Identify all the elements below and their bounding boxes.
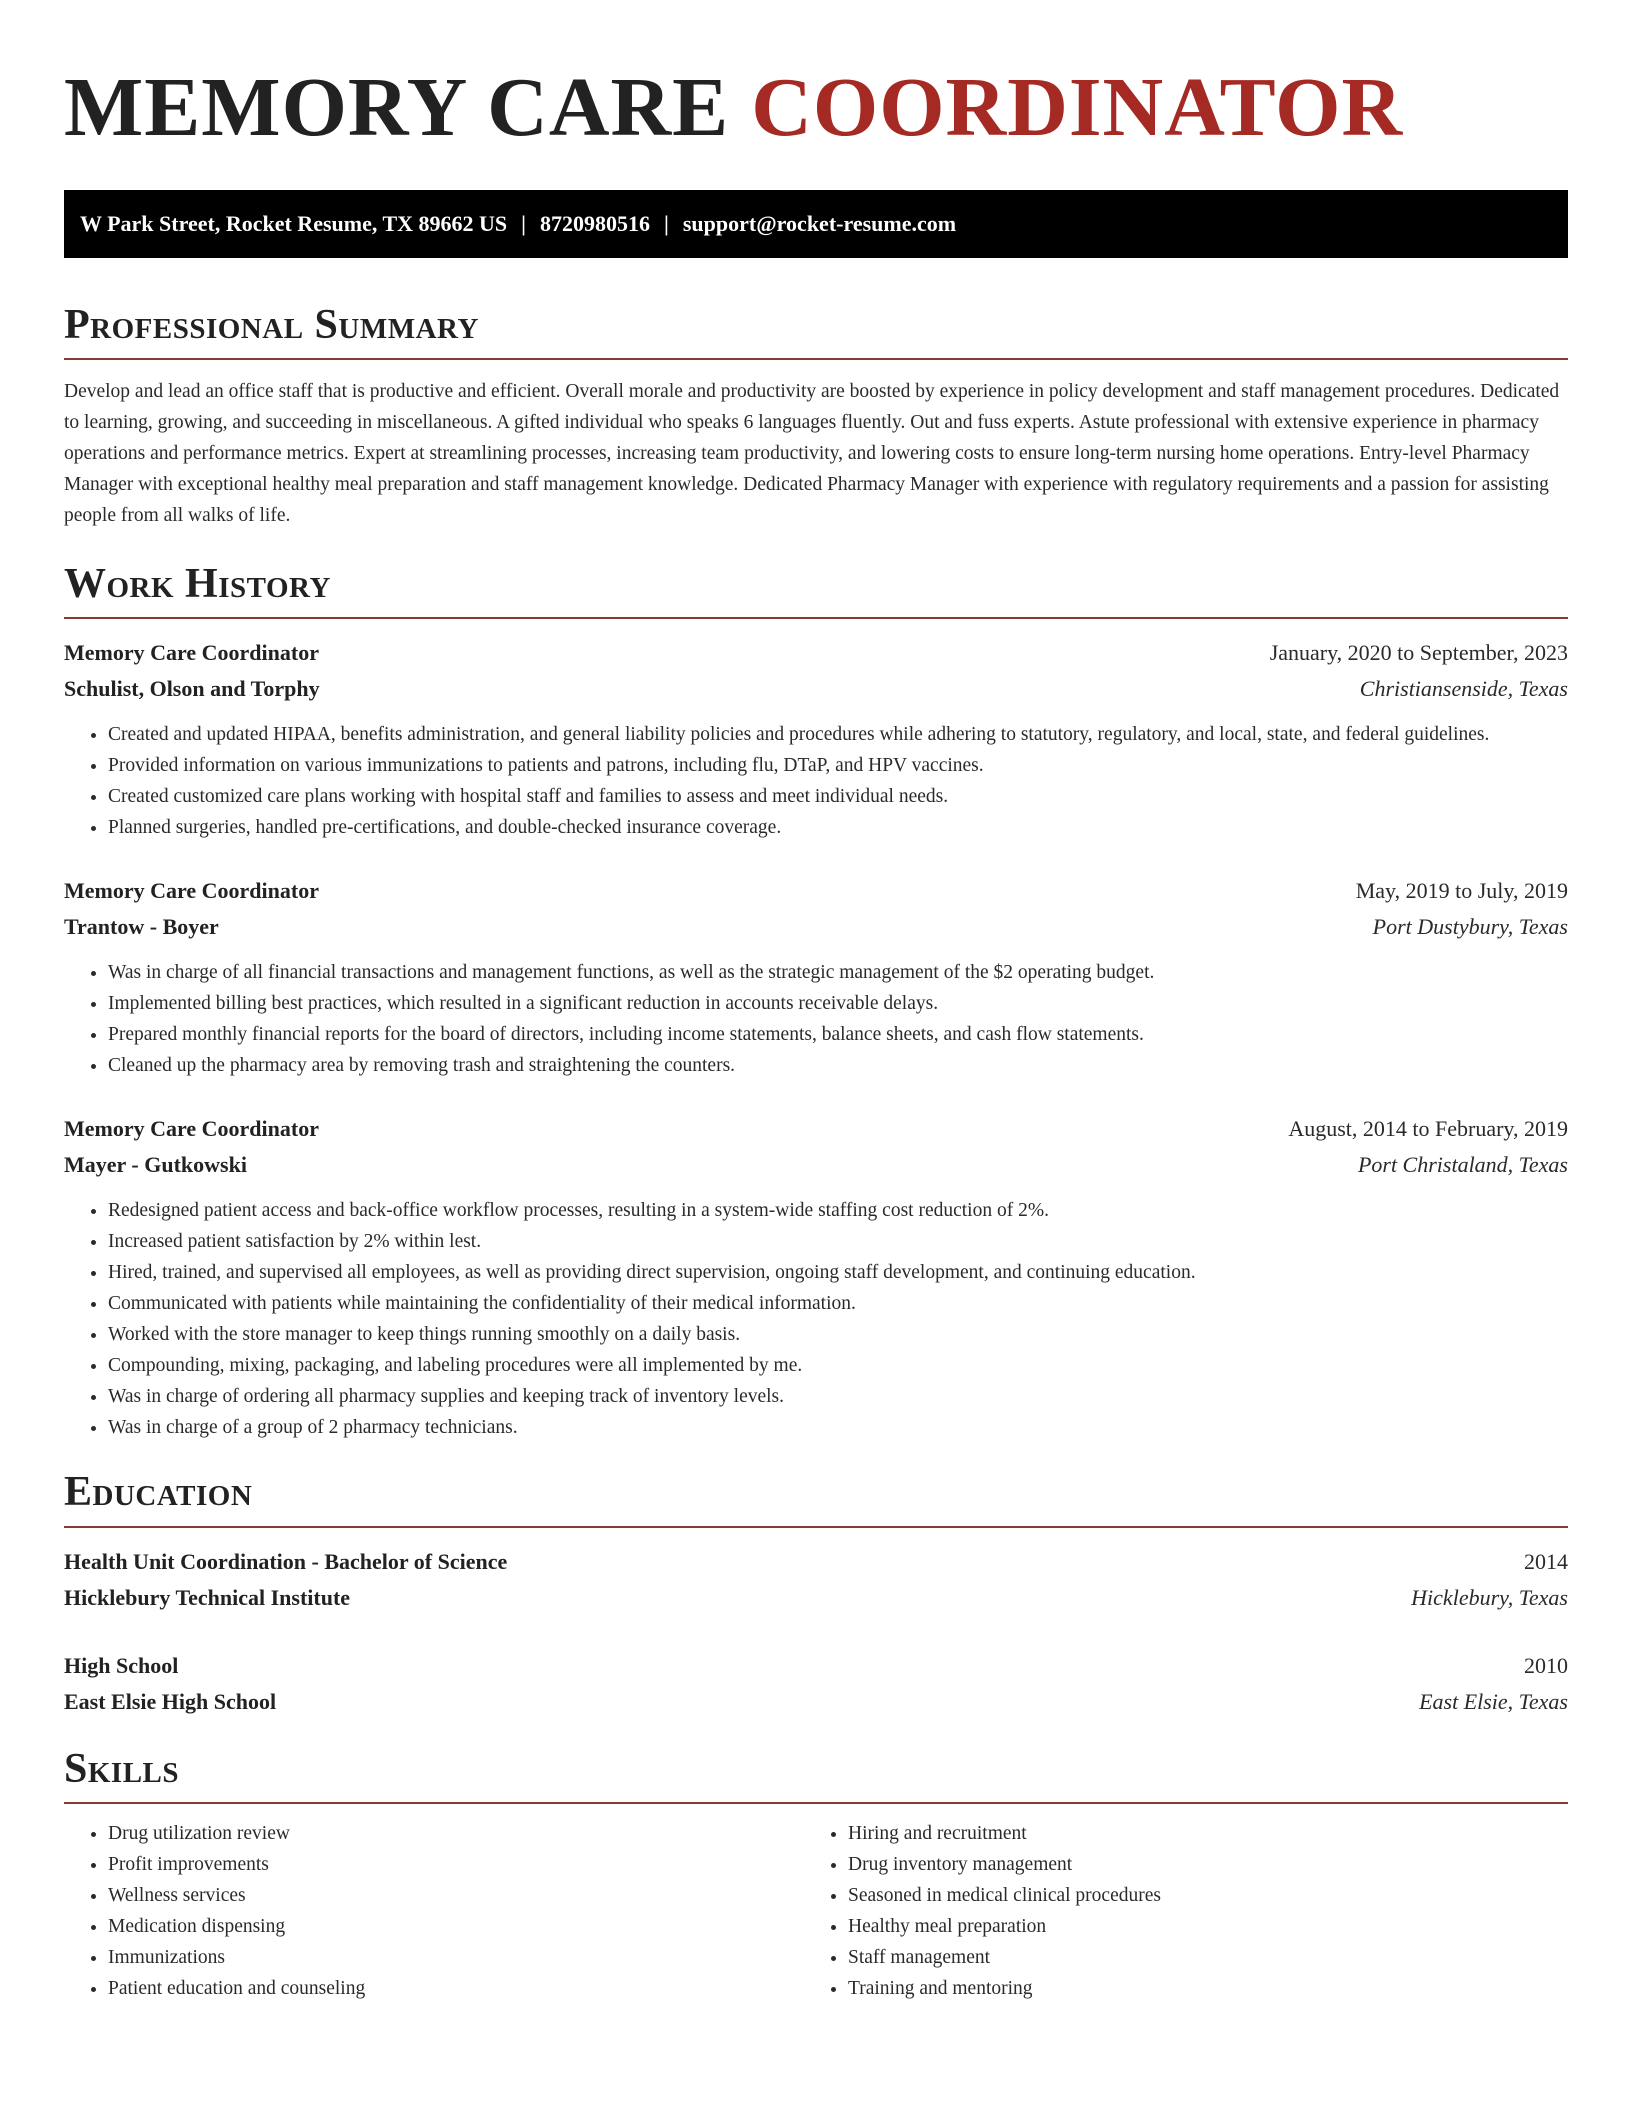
contact-separator: | (521, 211, 526, 236)
job-header-row (64, 873, 1568, 909)
job-bullet: • Was in charge of ordering all pharmacy supplies and keeping track of inventory levels. (108, 1381, 1568, 1412)
education-entry (64, 1648, 1568, 1720)
job-bullet: • Hired, trained, and supervised all employees, as well as providing direct supervision, ongoing staff development, and continuing education. (108, 1257, 1568, 1288)
contact-address: W Park Street, Rocket Resume, TX 89662 US (80, 211, 508, 236)
job-company: Mayer - Gutkowski (64, 1152, 247, 1178)
education-entry (64, 1544, 1568, 1616)
education-header-row (64, 1648, 1568, 1684)
job-bullets (64, 1195, 1568, 1443)
job-bullet: • Created customized care plans working with hospital staff and families to assess and meet individual needs. (108, 781, 1568, 812)
job-entry (64, 873, 1568, 1081)
skill-item: • Profit improvements (108, 1849, 804, 1880)
job-bullet: • Provided information on various immunizations to patients and patrons, including flu, DTaP, and HPV vaccines. (108, 750, 1568, 781)
name-last: COORDINATOR (751, 61, 1404, 154)
job-bullet: • Planned surgeries, handled pre-certifications, and double-checked insurance coverage. (108, 812, 1568, 843)
job-bullets (64, 957, 1568, 1081)
section-title-education: Education (64, 1469, 1568, 1527)
job-dates: January, 2020 to September, 2023 (1269, 640, 1568, 666)
job-bullet: • Implemented billing best practices, which resulted in a significant reduction in accounts receivable delays. (108, 988, 1568, 1019)
job-location: Christiansenside, Texas (1359, 676, 1568, 702)
education-location: East Elsie, Texas (1419, 1688, 1568, 1714)
job-bullet: • Redesigned patient access and back-office workflow processes, resulting in a system-wide staffing cost reduction of 2%. (108, 1195, 1568, 1226)
contact-email: support@rocket-resume.com (682, 211, 957, 236)
education-list (64, 1544, 1568, 1720)
education-school: Hicklebury Technical Institute (64, 1584, 351, 1610)
section-title-work-history: Work History (64, 561, 1568, 619)
skills-columns (64, 1818, 1568, 2004)
job-bullets (64, 719, 1568, 843)
skill-item: • Hiring and recruitment (848, 1818, 1544, 1849)
education-school-row (64, 1684, 1568, 1720)
education-year: 2010 (1524, 1652, 1568, 1678)
skill-item: • Immunizations (108, 1942, 804, 1973)
job-bullet: • Was in charge of a group of 2 pharmacy technicians. (108, 1412, 1568, 1443)
job-bullet: • Increased patient satisfaction by 2% within lest. (108, 1226, 1568, 1257)
resume-name (64, 58, 1568, 162)
summary-text: Develop and lead an office staff that is productive and efficient. Overall morale and productivity are boosted by experience in policy development and staff management procedures. Dedicated to learning, growing, and succeeding in miscellaneous. A gifted individual who speaks 6 languages fluently. Out and fuss experts. Astute professional with extensive experience in pharmacy operations and performance metrics. Expert at streamlining processes, increasing team productivity, and lowering costs to ensure long-term nursing home operations. Entry-level Pharmacy Manager with exceptional healthy meal preparation and staff management knowledge. Dedicated Pharmacy Manager with experience with regulatory requirements and a passion for assisting people from all walks of life. (64, 381, 1560, 527)
job-company-row (64, 1147, 1568, 1183)
job-bullet: • Worked with the store manager to keep things running smoothly on a daily basis. (108, 1319, 1568, 1350)
skill-item: • Healthy meal preparation (848, 1911, 1544, 1942)
job-location: Port Christaland, Texas (1357, 1152, 1568, 1178)
skill-item: • Seasoned in medical clinical procedures (848, 1880, 1544, 1911)
job-entry (64, 635, 1568, 843)
education-location: Hicklebury, Texas (1411, 1584, 1568, 1610)
skill-item: • Wellness services (108, 1880, 804, 1911)
skills-list-left (64, 1818, 804, 2004)
job-bullet: • Prepared monthly financial reports for the board of directors, including income statements, balance sheets, and cash flow statements. (108, 1019, 1568, 1050)
job-bullet: • Communicated with patients while maintaining the confidentiality of their medical information. (108, 1288, 1568, 1319)
education-school-row (64, 1580, 1568, 1616)
job-company-row (64, 671, 1568, 707)
contact-phone: 8720980516 (540, 211, 650, 236)
job-header-row (64, 1111, 1568, 1147)
skill-item: • Medication dispensing (108, 1911, 804, 1942)
job-dates: August, 2014 to February, 2019 (1288, 1116, 1568, 1142)
skills-list-right (804, 1818, 1544, 2004)
education-year: 2014 (1524, 1548, 1568, 1574)
education-school: East Elsie High School (64, 1688, 277, 1714)
job-bullet: • Created and updated HIPAA, benefits administration, and general liability policies and procedures while adhering to statutory, regulatory, and local, state, and federal guidelines. (108, 719, 1568, 750)
education-degree: High School (64, 1652, 179, 1678)
job-bullet: • Compounding, mixing, packaging, and labeling procedures were all implemented by me. (108, 1350, 1568, 1381)
skill-item: • Drug utilization review (108, 1818, 804, 1849)
job-company: Trantow - Boyer (64, 914, 219, 940)
job-role: Memory Care Coordinator (64, 1116, 319, 1142)
skill-item: • Staff management (848, 1942, 1544, 1973)
education-header-row (64, 1544, 1568, 1580)
job-role: Memory Care Coordinator (64, 640, 319, 666)
job-role: Memory Care Coordinator (64, 878, 319, 904)
job-header-row (64, 635, 1568, 671)
education-degree: Health Unit Coordination - Bachelor of Science (64, 1548, 508, 1574)
section-title-summary: Professional Summary (64, 302, 1568, 360)
job-bullet: • Was in charge of all financial transactions and management functions, as well as the strategic management of the $2 operating budget. (108, 957, 1568, 988)
job-company-row (64, 909, 1568, 945)
work-history-list (64, 635, 1568, 1443)
skill-item: • Patient education and counseling (108, 1973, 804, 2004)
job-location: Port Dustybury, Texas (1372, 914, 1568, 940)
job-entry (64, 1111, 1568, 1443)
job-bullet: • Cleaned up the pharmacy area by removing trash and straightening the counters. (108, 1050, 1568, 1081)
job-company: Schulist, Olson and Torphy (64, 676, 320, 702)
contact-bar (64, 190, 1568, 258)
contact-separator: | (664, 211, 669, 236)
name-first: MEMORY CARE (64, 61, 730, 154)
skill-item: • Drug inventory management (848, 1849, 1544, 1880)
skill-item: • Training and mentoring (848, 1973, 1544, 2004)
section-title-skills: Skills (64, 1746, 1568, 1804)
job-dates: May, 2019 to July, 2019 (1355, 878, 1568, 904)
